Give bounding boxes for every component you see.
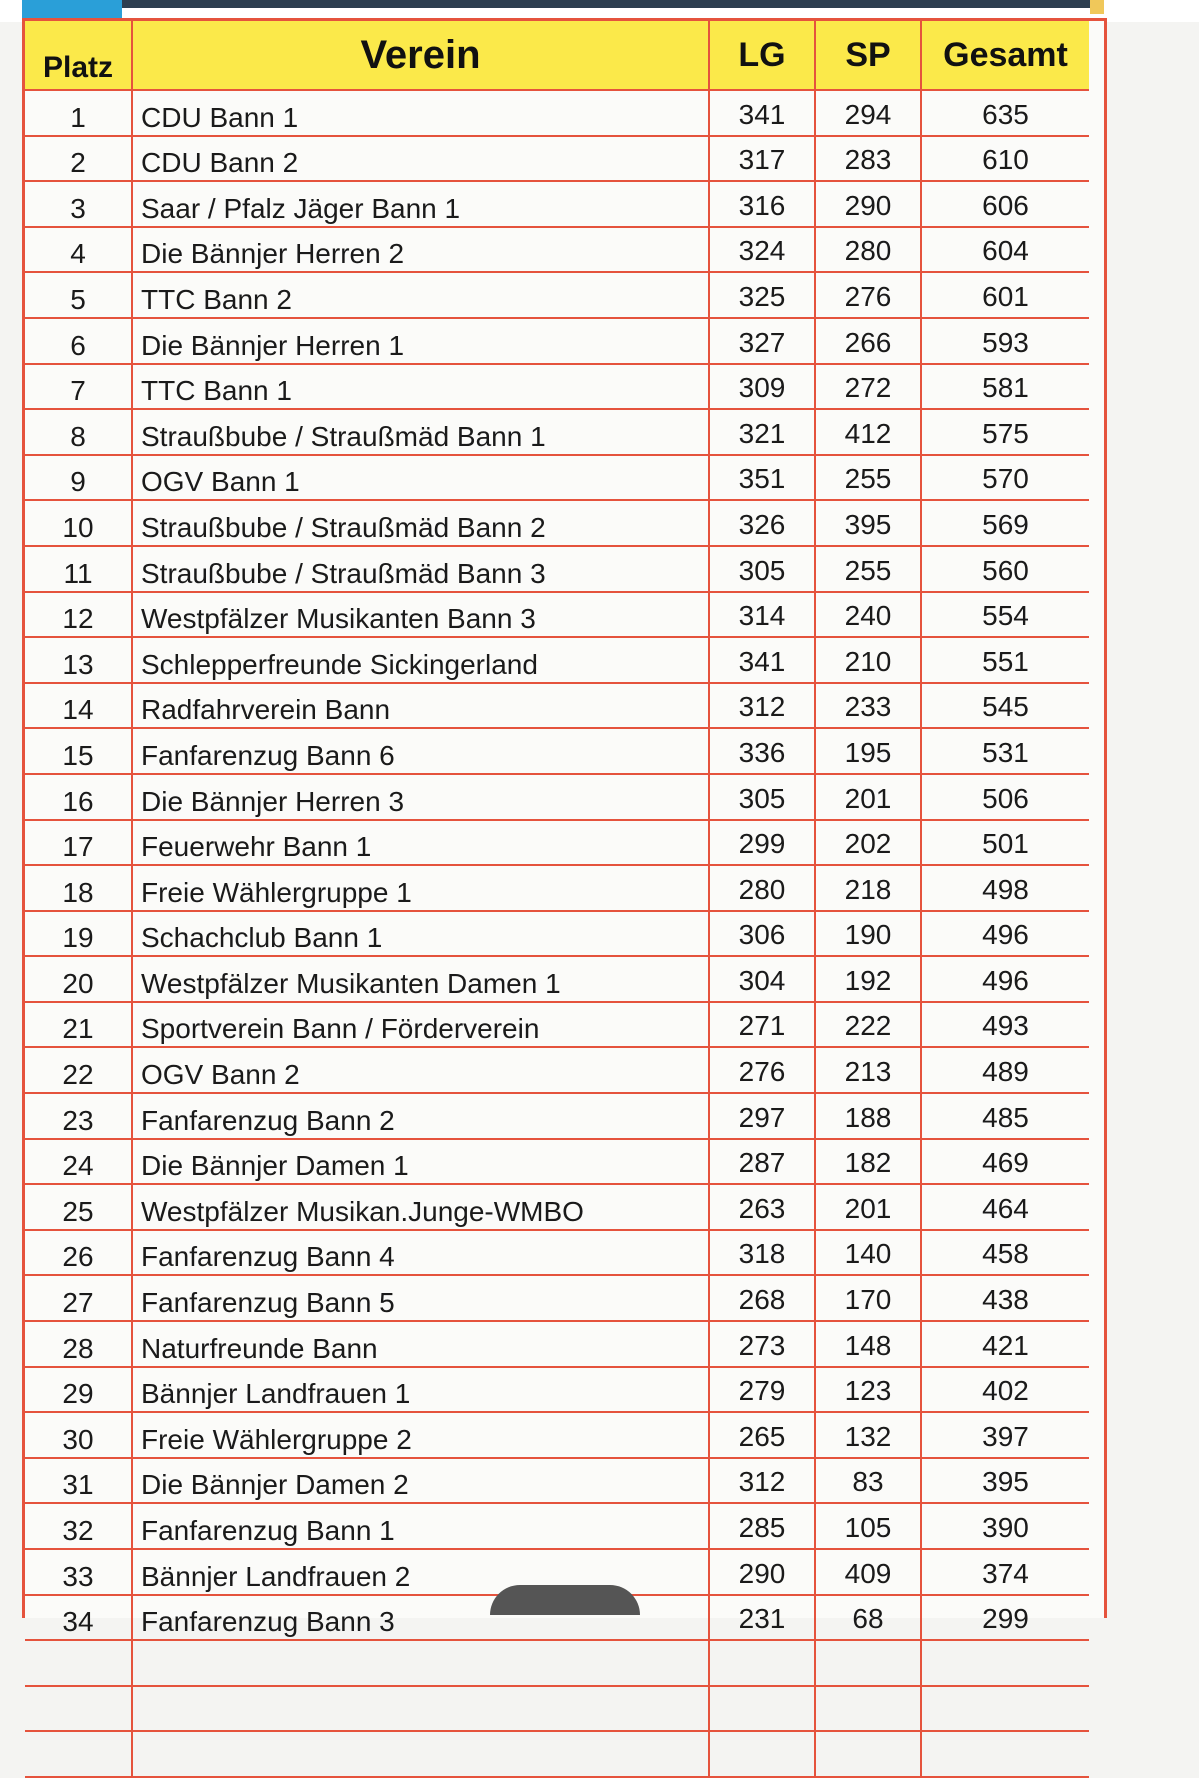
cell-lg: 321 (709, 409, 815, 455)
table-row (25, 500, 1089, 546)
cell-verein: Die Bännjer Herren 1 (132, 318, 709, 364)
header-verein: Verein (132, 21, 709, 90)
cell-gesamt: 496 (921, 956, 1089, 1002)
cell-gesamt: 421 (921, 1321, 1089, 1367)
cell-gesamt: 458 (921, 1230, 1089, 1276)
header-platz: Platz (25, 21, 132, 90)
cell-platz: 16 (25, 774, 132, 820)
cell-platz: 20 (25, 956, 132, 1002)
cell-gesamt: 438 (921, 1275, 1089, 1321)
table-row (25, 1503, 1089, 1549)
cell-sp: 105 (815, 1503, 921, 1549)
cell-sp: 255 (815, 546, 921, 592)
cell-verein: Die Bännjer Herren 2 (132, 227, 709, 273)
cell-lg (709, 1731, 815, 1777)
table-row (25, 136, 1089, 182)
cell-verein: Fanfarenzug Bann 4 (132, 1230, 709, 1276)
cell-lg: 290 (709, 1549, 815, 1595)
cell-platz: 1 (25, 90, 132, 136)
cell-verein: Straußbube / Straußmäd Bann 3 (132, 546, 709, 592)
header-sp: SP (815, 21, 921, 90)
cell-lg: 306 (709, 911, 815, 957)
dark-banner-edge (122, 0, 1090, 8)
cell-platz: 25 (25, 1184, 132, 1230)
cell-gesamt: 506 (921, 774, 1089, 820)
cell-sp: 283 (815, 136, 921, 182)
cell-platz: 19 (25, 911, 132, 957)
cell-lg: 285 (709, 1503, 815, 1549)
cell-platz: 13 (25, 637, 132, 683)
cell-platz: 23 (25, 1093, 132, 1139)
cell-platz (25, 1686, 132, 1732)
table-row (25, 318, 1089, 364)
cell-verein: Straußbube / Straußmäd Bann 1 (132, 409, 709, 455)
cell-platz: 22 (25, 1047, 132, 1093)
cell-lg: 305 (709, 774, 815, 820)
cell-gesamt: 489 (921, 1047, 1089, 1093)
cell-gesamt: 395 (921, 1458, 1089, 1504)
cell-lg: 312 (709, 1458, 815, 1504)
cell-verein: Saar / Pfalz Jäger Bann 1 (132, 181, 709, 227)
cell-sp (815, 1686, 921, 1732)
cell-lg: 318 (709, 1230, 815, 1276)
cell-gesamt: 469 (921, 1139, 1089, 1185)
cell-lg: 268 (709, 1275, 815, 1321)
cell-sp: 83 (815, 1458, 921, 1504)
cell-lg: 276 (709, 1047, 815, 1093)
cell-verein: Westpfälzer Musikanten Damen 1 (132, 956, 709, 1002)
table-row (25, 1230, 1089, 1276)
cell-platz: 5 (25, 272, 132, 318)
cell-lg: 312 (709, 683, 815, 729)
cell-platz: 6 (25, 318, 132, 364)
cell-gesamt: 496 (921, 911, 1089, 957)
cell-platz: 27 (25, 1275, 132, 1321)
cell-gesamt: 299 (921, 1595, 1089, 1641)
cell-sp: 218 (815, 865, 921, 911)
cell-sp: 255 (815, 455, 921, 501)
stand-shadow (490, 1585, 640, 1615)
cell-lg: 351 (709, 455, 815, 501)
cell-lg: 336 (709, 728, 815, 774)
cell-gesamt: 635 (921, 90, 1089, 136)
cell-platz: 15 (25, 728, 132, 774)
table-row (25, 1139, 1089, 1185)
cell-sp: 409 (815, 1549, 921, 1595)
table-row (25, 1093, 1089, 1139)
cell-verein: Westpfälzer Musikan.Junge-WMBO (132, 1184, 709, 1230)
cell-verein: Freie Wählergruppe 2 (132, 1412, 709, 1458)
cell-verein: Die Bännjer Damen 2 (132, 1458, 709, 1504)
cell-gesamt: 545 (921, 683, 1089, 729)
cell-lg: 316 (709, 181, 815, 227)
cell-platz: 7 (25, 364, 132, 410)
yellow-corner (1090, 0, 1104, 14)
cell-platz: 2 (25, 136, 132, 182)
cell-platz: 4 (25, 227, 132, 273)
cell-sp: 182 (815, 1139, 921, 1185)
table-row (25, 911, 1089, 957)
cell-gesamt: 581 (921, 364, 1089, 410)
cell-sp: 201 (815, 774, 921, 820)
cell-sp: 123 (815, 1367, 921, 1413)
cell-verein: OGV Bann 1 (132, 455, 709, 501)
cell-sp: 395 (815, 500, 921, 546)
cell-platz: 17 (25, 820, 132, 866)
table-row (25, 1002, 1089, 1048)
blue-banner-edge (22, 0, 122, 20)
cell-platz: 33 (25, 1549, 132, 1595)
cell-platz: 14 (25, 683, 132, 729)
cell-lg: 263 (709, 1184, 815, 1230)
cell-lg: 273 (709, 1321, 815, 1367)
cell-gesamt (921, 1731, 1089, 1777)
cell-sp: 190 (815, 911, 921, 957)
cell-platz: 26 (25, 1230, 132, 1276)
cell-verein: Feuerwehr Bann 1 (132, 820, 709, 866)
cell-lg: 280 (709, 865, 815, 911)
cell-platz: 9 (25, 455, 132, 501)
cell-platz: 34 (25, 1595, 132, 1641)
cell-platz: 29 (25, 1367, 132, 1413)
table-row (25, 1047, 1089, 1093)
cell-lg: 271 (709, 1002, 815, 1048)
cell-sp: 188 (815, 1093, 921, 1139)
table-row (25, 592, 1089, 638)
cell-platz: 32 (25, 1503, 132, 1549)
cell-sp (815, 1731, 921, 1777)
cell-gesamt: 575 (921, 409, 1089, 455)
cell-verein: Freie Wählergruppe 1 (132, 865, 709, 911)
header-gesamt: Gesamt (921, 21, 1089, 90)
cell-lg: 265 (709, 1412, 815, 1458)
cell-sp: 233 (815, 683, 921, 729)
cell-lg: 279 (709, 1367, 815, 1413)
cell-gesamt: 551 (921, 637, 1089, 683)
cell-gesamt: 570 (921, 455, 1089, 501)
cell-lg: 314 (709, 592, 815, 638)
cell-sp: 148 (815, 1321, 921, 1367)
table-row (25, 409, 1089, 455)
cell-sp: 294 (815, 90, 921, 136)
table-row (25, 1458, 1089, 1504)
cell-sp: 290 (815, 181, 921, 227)
cell-lg: 231 (709, 1595, 815, 1641)
cell-gesamt: 501 (921, 820, 1089, 866)
table-row (25, 455, 1089, 501)
table-row (25, 683, 1089, 729)
table-row (25, 1184, 1089, 1230)
table-row (25, 956, 1089, 1002)
table-row (25, 637, 1089, 683)
cell-verein: Bännjer Landfrauen 2 (132, 1549, 709, 1595)
cell-gesamt: 606 (921, 181, 1089, 227)
table-row (25, 1686, 1089, 1732)
cell-lg: 327 (709, 318, 815, 364)
table-row (25, 1731, 1089, 1777)
header-lg: LG (709, 21, 815, 90)
cell-gesamt: 485 (921, 1093, 1089, 1139)
cell-platz (25, 1731, 132, 1777)
cell-lg: 341 (709, 90, 815, 136)
cell-gesamt: 569 (921, 500, 1089, 546)
table-row (25, 820, 1089, 866)
cell-verein: CDU Bann 1 (132, 90, 709, 136)
cell-sp: 412 (815, 409, 921, 455)
cell-verein: Fanfarenzug Bann 3 (132, 1595, 709, 1641)
table-row (25, 227, 1089, 273)
cell-platz: 11 (25, 546, 132, 592)
cell-lg: 287 (709, 1139, 815, 1185)
cell-verein (132, 1731, 709, 1777)
cell-verein (132, 1640, 709, 1686)
cell-lg: 305 (709, 546, 815, 592)
cell-lg: 326 (709, 500, 815, 546)
cell-verein: Schlepperfreunde Sickingerland (132, 637, 709, 683)
cell-sp: 202 (815, 820, 921, 866)
cell-verein: Fanfarenzug Bann 6 (132, 728, 709, 774)
cell-platz: 28 (25, 1321, 132, 1367)
cell-sp: 140 (815, 1230, 921, 1276)
cell-verein: OGV Bann 2 (132, 1047, 709, 1093)
results-table (25, 21, 1089, 1778)
cell-verein: Schachclub Bann 1 (132, 911, 709, 957)
table-row (25, 364, 1089, 410)
cell-verein: Naturfreunde Bann (132, 1321, 709, 1367)
table-row (25, 1275, 1089, 1321)
table-row (25, 272, 1089, 318)
cell-lg: 324 (709, 227, 815, 273)
cell-gesamt (921, 1686, 1089, 1732)
cell-platz (25, 1640, 132, 1686)
cell-verein: Bännjer Landfrauen 1 (132, 1367, 709, 1413)
cell-verein: TTC Bann 2 (132, 272, 709, 318)
results-board (22, 18, 1107, 1638)
cell-gesamt: 402 (921, 1367, 1089, 1413)
cell-sp: 266 (815, 318, 921, 364)
cell-platz: 21 (25, 1002, 132, 1048)
cell-sp: 280 (815, 227, 921, 273)
table-row (25, 865, 1089, 911)
cell-verein: Radfahrverein Bann (132, 683, 709, 729)
cell-lg: 297 (709, 1093, 815, 1139)
cell-gesamt: 554 (921, 592, 1089, 638)
cell-sp: 195 (815, 728, 921, 774)
cell-gesamt: 601 (921, 272, 1089, 318)
cell-sp: 132 (815, 1412, 921, 1458)
cell-verein: Fanfarenzug Bann 2 (132, 1093, 709, 1139)
cell-sp: 213 (815, 1047, 921, 1093)
cell-lg: 325 (709, 272, 815, 318)
cell-verein: Fanfarenzug Bann 5 (132, 1275, 709, 1321)
cell-platz: 3 (25, 181, 132, 227)
cell-verein: Straußbube / Straußmäd Bann 2 (132, 500, 709, 546)
cell-verein: Sportverein Bann / Förderverein (132, 1002, 709, 1048)
cell-gesamt: 560 (921, 546, 1089, 592)
cell-gesamt: 604 (921, 227, 1089, 273)
cell-platz: 18 (25, 865, 132, 911)
cell-verein (132, 1686, 709, 1732)
results-body (25, 90, 1089, 1777)
cell-verein: Die Bännjer Herren 3 (132, 774, 709, 820)
cell-gesamt: 493 (921, 1002, 1089, 1048)
cell-lg: 309 (709, 364, 815, 410)
cell-verein: Die Bännjer Damen 1 (132, 1139, 709, 1185)
table-row (25, 1412, 1089, 1458)
table-row (25, 90, 1089, 136)
cell-platz: 10 (25, 500, 132, 546)
cell-sp: 272 (815, 364, 921, 410)
cell-verein: CDU Bann 2 (132, 136, 709, 182)
cell-gesamt: 593 (921, 318, 1089, 364)
cell-sp: 276 (815, 272, 921, 318)
cell-lg: 304 (709, 956, 815, 1002)
header-row (25, 21, 1089, 90)
cell-gesamt: 397 (921, 1412, 1089, 1458)
cell-platz: 30 (25, 1412, 132, 1458)
cell-gesamt: 374 (921, 1549, 1089, 1595)
table-row (25, 546, 1089, 592)
table-row (25, 1367, 1089, 1413)
cell-gesamt: 464 (921, 1184, 1089, 1230)
cell-sp: 210 (815, 637, 921, 683)
cell-sp (815, 1640, 921, 1686)
cell-platz: 8 (25, 409, 132, 455)
cell-platz: 12 (25, 592, 132, 638)
cell-sp: 68 (815, 1595, 921, 1641)
cell-platz: 24 (25, 1139, 132, 1185)
cell-lg (709, 1640, 815, 1686)
cell-sp: 201 (815, 1184, 921, 1230)
cell-lg: 341 (709, 637, 815, 683)
table-row (25, 728, 1089, 774)
cell-lg: 317 (709, 136, 815, 182)
cell-platz: 31 (25, 1458, 132, 1504)
cell-gesamt: 610 (921, 136, 1089, 182)
table-row (25, 181, 1089, 227)
cell-verein: Westpfälzer Musikanten Bann 3 (132, 592, 709, 638)
cell-lg: 299 (709, 820, 815, 866)
cell-gesamt: 390 (921, 1503, 1089, 1549)
table-row (25, 1640, 1089, 1686)
cell-sp: 170 (815, 1275, 921, 1321)
table-row (25, 774, 1089, 820)
cell-gesamt: 531 (921, 728, 1089, 774)
cell-sp: 222 (815, 1002, 921, 1048)
table-row (25, 1321, 1089, 1367)
cell-sp: 240 (815, 592, 921, 638)
cell-sp: 192 (815, 956, 921, 1002)
cell-lg (709, 1686, 815, 1732)
cell-gesamt (921, 1640, 1089, 1686)
cell-verein: Fanfarenzug Bann 1 (132, 1503, 709, 1549)
cell-verein: TTC Bann 1 (132, 364, 709, 410)
cell-gesamt: 498 (921, 865, 1089, 911)
